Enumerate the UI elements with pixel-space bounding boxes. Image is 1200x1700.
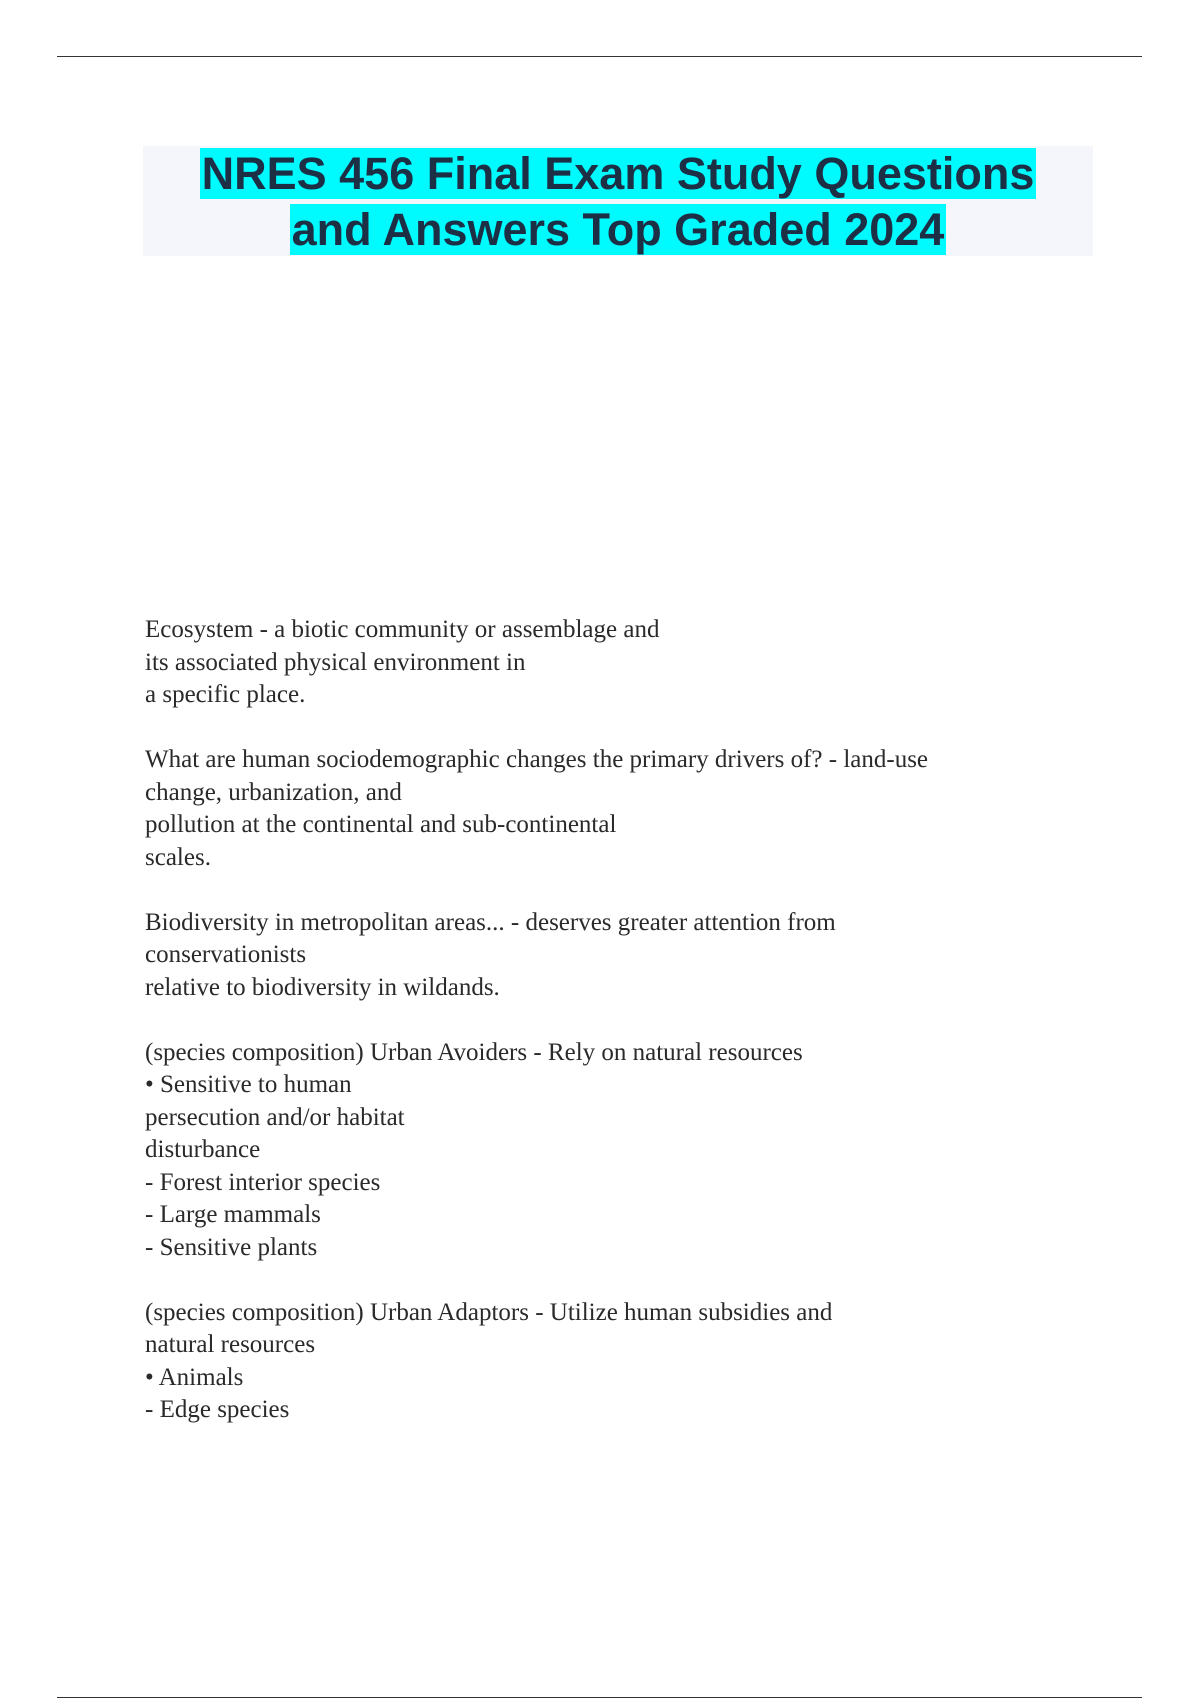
entry-line: its associated physical environment in bbox=[145, 648, 526, 676]
qa-entry-urban-avoiders bbox=[145, 1037, 1145, 1265]
entry-line: Ecosystem - a biotic community or assemblage and bbox=[145, 616, 660, 643]
entry-line: natural resources bbox=[145, 1331, 316, 1358]
title-line-1: NRES 456 Final Exam Study Questions bbox=[201, 148, 1035, 199]
entry-line: - Edge species bbox=[145, 1396, 290, 1423]
top-divider bbox=[57, 56, 1142, 57]
entry-line: relative to biodiversity in wildands. bbox=[145, 973, 500, 1001]
entry-line: (species composition) Urban Avoiders - Rely on natural resources bbox=[145, 1038, 803, 1066]
qa-entry-biodiversity bbox=[145, 907, 1145, 1005]
document-title bbox=[143, 146, 1093, 258]
entry-line: - Large mammals bbox=[145, 1201, 321, 1228]
entry-line: (species composition) Urban Adaptors - Utilize human subsidies and bbox=[145, 1298, 833, 1326]
entry-line: • Animals bbox=[145, 1363, 244, 1391]
entry-line: - Sensitive plants bbox=[145, 1233, 318, 1261]
qa-entry-urban-adaptors bbox=[145, 1297, 1145, 1427]
document-body bbox=[145, 614, 1145, 1459]
entry-line: change, urbanization, and bbox=[145, 778, 402, 806]
qa-entry-ecosystem bbox=[145, 614, 1145, 712]
entry-line: • Sensitive to human bbox=[145, 1071, 352, 1098]
qa-entry-sociodemographic bbox=[145, 744, 1145, 874]
entry-line: pollution at the continental and sub-continental bbox=[145, 811, 617, 838]
entry-line: - Forest interior species bbox=[145, 1168, 381, 1196]
bottom-divider bbox=[57, 1697, 1142, 1698]
entry-line: conservationists bbox=[145, 941, 307, 968]
entry-line: What are human sociodemographic changes the primary drivers of? - land-use bbox=[145, 746, 929, 773]
entry-line: scales. bbox=[145, 843, 211, 871]
entry-line: disturbance bbox=[145, 1136, 261, 1163]
entry-line: persecution and/or habitat bbox=[145, 1103, 405, 1131]
entry-line: a specific place. bbox=[145, 681, 306, 708]
entry-line: Biodiversity in metropolitan areas... - deserves greater attention from bbox=[145, 908, 836, 936]
title-line-2: and Answers Top Graded 2024 bbox=[291, 204, 945, 255]
